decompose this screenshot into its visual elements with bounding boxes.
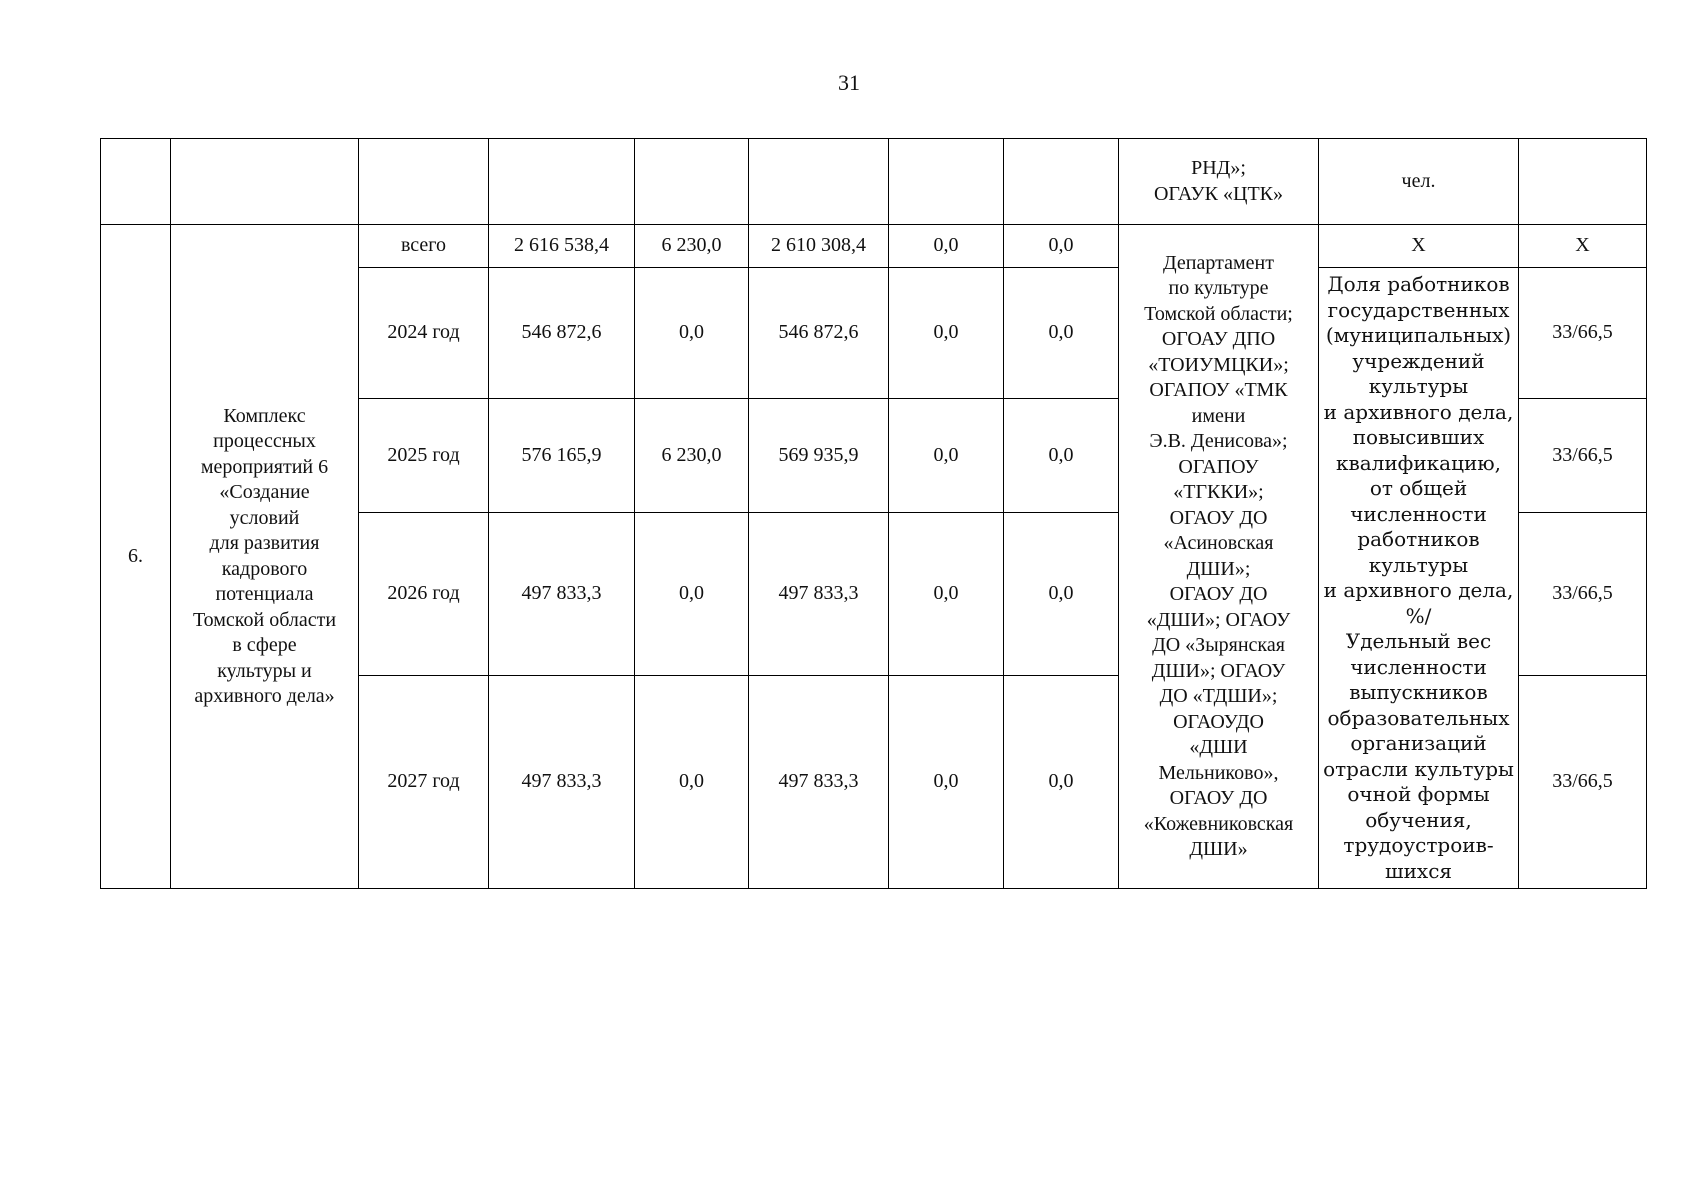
local-cell: 0,0 (889, 513, 1004, 676)
empty-cell (171, 139, 359, 225)
empty-cell (1004, 139, 1119, 225)
value-cell: 33/66,5 (1519, 268, 1647, 399)
unit-cell: Х (1319, 225, 1519, 268)
federal-cell: 0,0 (635, 268, 749, 399)
local-cell: 0,0 (889, 268, 1004, 399)
federal-cell: 6 230,0 (635, 399, 749, 513)
federal-cell: 0,0 (635, 513, 749, 676)
value-cell: 33/66,5 (1519, 676, 1647, 889)
total-cell: 576 165,9 (489, 399, 635, 513)
total-cell: 497 833,3 (489, 513, 635, 676)
other-cell: 0,0 (1004, 676, 1119, 889)
regional-cell: 497 833,3 (749, 676, 889, 889)
value-cell: 33/66,5 (1519, 513, 1647, 676)
indicator-cell: Доля работников государственных (муниципальных) учреждений культуры и архивного дела, повысивших квалификацию, от общей численности работников культуры и архивного дела, %/ Удельный вес численности выпускников образовательных организаций отрасли культуры очной формы обучения, трудоустроив- шихся (1319, 268, 1519, 889)
regional-cell: 2 610 308,4 (749, 225, 889, 268)
empty-cell (101, 139, 171, 225)
regional-cell: 497 833,3 (749, 513, 889, 676)
item-number-cell: 6. (101, 225, 171, 889)
empty-cell (359, 139, 489, 225)
regional-cell: 546 872,6 (749, 268, 889, 399)
other-cell: 0,0 (1004, 513, 1119, 676)
period-cell: всего (359, 225, 489, 268)
total-cell: 497 833,3 (489, 676, 635, 889)
page-number: 31 (838, 70, 860, 95)
value-cell: 33/66,5 (1519, 399, 1647, 513)
table-row (101, 225, 1647, 268)
empty-cell (1519, 139, 1647, 225)
empty-cell (889, 139, 1004, 225)
regional-cell: 569 935,9 (749, 399, 889, 513)
total-cell: 2 616 538,4 (489, 225, 635, 268)
local-cell: 0,0 (889, 225, 1004, 268)
local-cell: 0,0 (889, 399, 1004, 513)
empty-cell (489, 139, 635, 225)
item-name-cell: Комплекс процессных мероприятий 6 «Создание условий для развития кадрового потенциала Томской области в сфере культуры и архивного дела» (171, 225, 359, 889)
period-cell: 2024 год (359, 268, 489, 399)
federal-cell: 6 230,0 (635, 225, 749, 268)
responsible-cell: Департамент по культуре Томской области; ОГОАУ ДПО «ТОИУМЦКИ»; ОГАПОУ «ТМК имени Э.В. Денисова»; ОГАПОУ «ТГККИ»; ОГАОУ ДО «Асиновская ДШИ»; ОГАОУ ДО «ДШИ»; ОГАОУ ДО «Зырянская ДШИ»; ОГАОУ ДО «ТДШИ»; ОГАОУДО «ДШИ Мельниково», ОГАОУ ДО «Кожевниковская ДШИ» (1119, 225, 1319, 889)
program-table (100, 138, 1647, 889)
continuation-row (101, 139, 1647, 225)
empty-cell (635, 139, 749, 225)
total-cell: 546 872,6 (489, 268, 635, 399)
period-cell: 2027 год (359, 676, 489, 889)
unit-tail-cell: чел. (1319, 139, 1519, 225)
period-cell: 2026 год (359, 513, 489, 676)
value-cell: Х (1519, 225, 1647, 268)
empty-cell (749, 139, 889, 225)
period-cell: 2025 год (359, 399, 489, 513)
local-cell: 0,0 (889, 676, 1004, 889)
federal-cell: 0,0 (635, 676, 749, 889)
responsible-tail-cell: РНД»; ОГАУК «ЦТК» (1119, 139, 1319, 225)
other-cell: 0,0 (1004, 399, 1119, 513)
other-cell: 0,0 (1004, 268, 1119, 399)
other-cell: 0,0 (1004, 225, 1119, 268)
